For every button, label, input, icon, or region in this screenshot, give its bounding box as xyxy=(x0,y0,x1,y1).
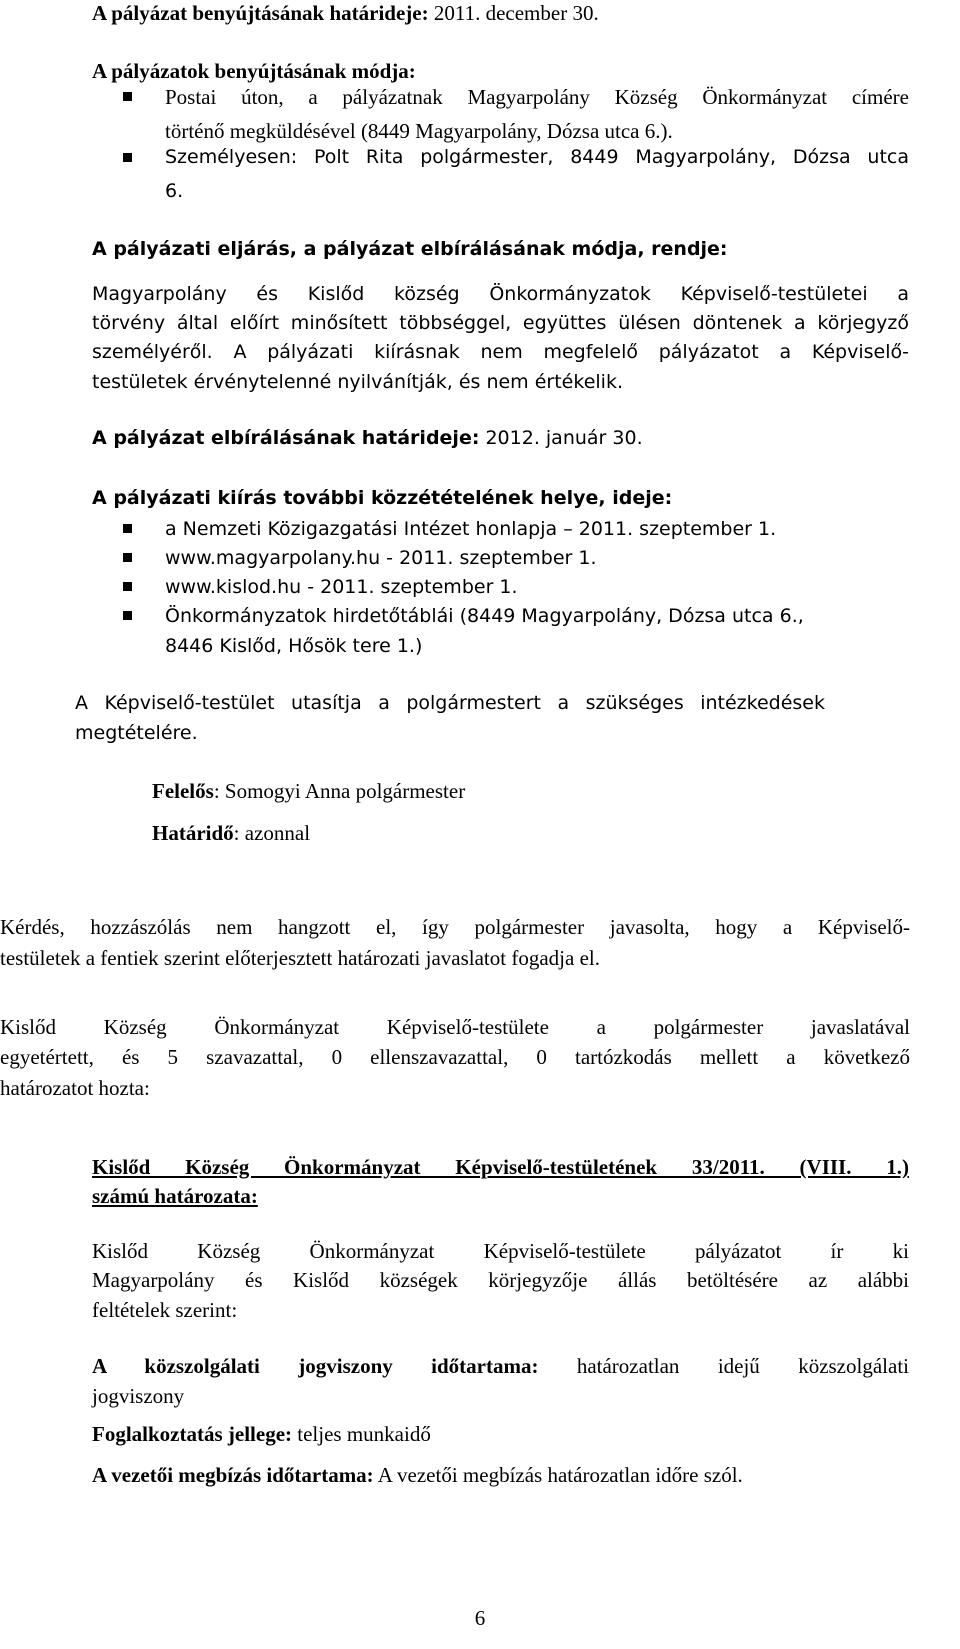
resolution-title-line-1: Kislőd Község Önkormányzat Képviselő-testületének 33/2011. (VIII. 1.) xyxy=(92,1155,909,1179)
duration-label: A közszolgálati jogviszony időtartama: xyxy=(92,1354,539,1378)
mandate-value: A vezetői megbízás határozatlan időre szól. xyxy=(373,1463,743,1487)
bullet-icon xyxy=(123,153,132,162)
resolution-body-line-3: feltételek szerint: xyxy=(92,1298,238,1322)
publication-item-1: a Nemzeti Közigazgatási Intézet honlapja – 2011. szeptember 1. xyxy=(165,518,777,540)
publication-heading: A pályázati kiírás további közzétételének helye, ideje: xyxy=(92,487,673,509)
mandate-line xyxy=(92,1462,743,1488)
submission-deadline xyxy=(92,0,599,26)
submission-bullet-1-line-2: történő megküldésével (8449 Magyarpolány, Dózsa utca 6.). xyxy=(165,119,673,143)
duration-line-2: jogviszony xyxy=(92,1384,185,1408)
procedure-line-3: személyéről. A pályázati kiírásnak nem megfelelő pályázatot a Képviselő- xyxy=(92,341,909,363)
procedure-heading: A pályázati eljárás, a pályázat elbírálásának módja, rendje: xyxy=(92,238,728,260)
submission-bullet-2-line-2: 6. xyxy=(165,180,184,202)
page-number: 6 xyxy=(474,1606,486,1630)
submission-deadline-value: 2011. december 30. xyxy=(428,1,599,25)
vote-line-1: Kislőd Község Önkormányzat Képviselő-testülete a polgármester javaslatával xyxy=(0,1015,910,1039)
submission-bullet-1-line-1: Postai úton, a pályázatnak Magyarpolány Község Önkormányzat címére xyxy=(165,85,909,109)
due-value: : azonnal xyxy=(233,821,311,845)
submission-deadline-label: A pályázat benyújtásának határideje: xyxy=(92,1,429,25)
procedure-line-2: törvény által előírt minősített többséggel, együttes ülésen döntenek a körjegyző xyxy=(92,312,909,334)
vote-line-3: határozatot hozta: xyxy=(0,1076,150,1100)
bullet-icon xyxy=(123,611,132,620)
duration-line-1 xyxy=(92,1353,909,1379)
procedure-line-1: Magyarpolány és Kislőd község Önkormányzatok Képviselő-testületei a xyxy=(92,283,909,305)
publication-item-2: www.magyarpolany.hu - 2011. szeptember 1. xyxy=(165,547,597,569)
instruction-line-1: A Képviselő-testület utasítja a polgármestert a szükséges intézkedések xyxy=(75,692,825,714)
submission-bullet-2-line-1: Személyesen: Polt Rita polgármester, 8449 Magyarpolány, Dózsa utca xyxy=(165,146,909,168)
duration-value: határozatlan idejű közszolgálati xyxy=(538,1354,909,1378)
bullet-icon xyxy=(123,524,132,533)
due-label: Határidő xyxy=(152,821,234,845)
publication-item-4-line-2: 8446 Kislőd, Hősök tere 1.) xyxy=(165,635,423,657)
procedure-line-4: testületek érvénytelenné nyilvánítják, és nem értékelik. xyxy=(92,371,623,393)
employment-label: Foglalkoztatás jellege: xyxy=(92,1422,293,1446)
resolution-body-line-2: Magyarpolány és Kislőd községek körjegyzője állás betöltésére az alábbi xyxy=(92,1268,909,1292)
bullet-icon xyxy=(123,582,132,591)
employment-value: teljes munkaidő xyxy=(292,1422,431,1446)
evaluation-deadline-label: A pályázat elbírálásának határideje: xyxy=(92,427,480,449)
responsible-line xyxy=(152,778,465,804)
evaluation-deadline xyxy=(92,425,643,451)
resolution-body-line-1: Kislőd Község Önkormányzat Képviselő-testülete pályázatot ír ki xyxy=(92,1239,909,1263)
bullet-icon xyxy=(123,553,132,562)
publication-item-3: www.kislod.hu - 2011. szeptember 1. xyxy=(165,576,518,598)
discussion-line-1: Kérdés, hozzászólás nem hangzott el, így polgármester javasolta, hogy a Képviselő- xyxy=(0,915,910,939)
submission-method-heading: A pályázatok benyújtásának módja: xyxy=(92,59,416,83)
responsible-value: : Somogyi Anna polgármester xyxy=(213,779,466,803)
employment-line xyxy=(92,1421,431,1447)
resolution-title-line-2: számú határozata: xyxy=(92,1184,258,1208)
discussion-line-2: testületek a fentiek szerint előterjesztett határozati javaslatot fogadja el. xyxy=(0,946,600,970)
evaluation-deadline-value: 2012. január 30. xyxy=(479,427,643,449)
instruction-line-2: megtételére. xyxy=(75,722,198,744)
bullet-icon xyxy=(123,92,132,101)
mandate-label: A vezetői megbízás időtartama: xyxy=(92,1463,374,1487)
responsible-label: Felelős xyxy=(152,779,214,803)
due-line xyxy=(152,820,310,846)
vote-line-2: egyetértett, és 5 szavazattal, 0 ellenszavazattal, 0 tartózkodás mellett a következő xyxy=(0,1045,910,1069)
publication-item-4-line-1: Önkormányzatok hirdetőtáblái (8449 Magyarpolány, Dózsa utca 6., xyxy=(165,605,804,627)
